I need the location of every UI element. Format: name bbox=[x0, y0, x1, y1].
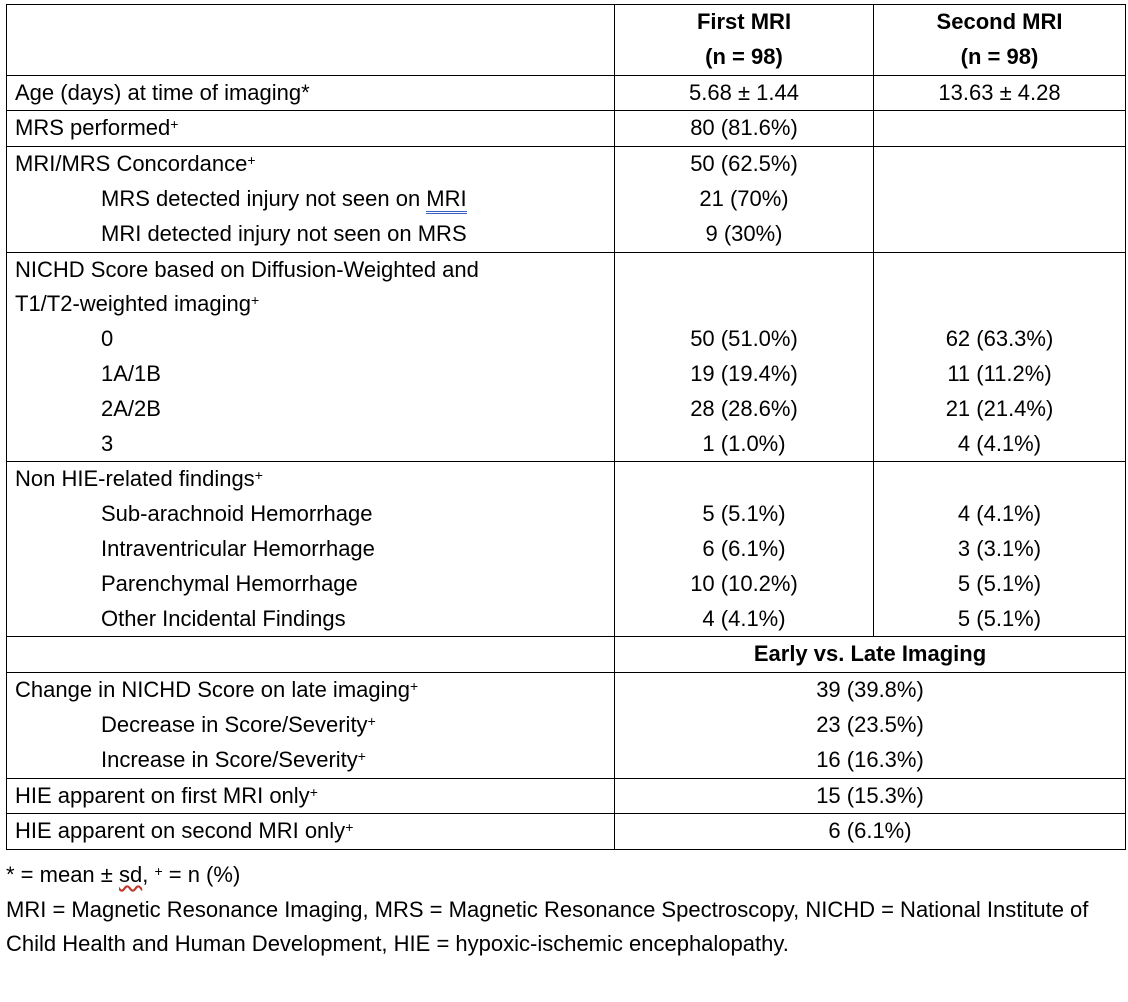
age-second: 13.63 ± 4.28 bbox=[874, 75, 1126, 111]
spellcheck-underline: MRI bbox=[426, 186, 466, 214]
footnote-legend: * = mean ± sd, + = n (%) bbox=[6, 862, 241, 887]
header-empty-cell bbox=[7, 5, 615, 76]
non-hie-first: 5 (5.1%) 6 (6.1%) 10 (10.2%) 4 (4.1%) bbox=[615, 462, 874, 637]
change-values: 39 (39.8%) 23 (23.5%) 16 (16.3%) bbox=[615, 673, 1126, 778]
table-row bbox=[7, 673, 1126, 778]
table-row bbox=[7, 111, 1126, 147]
age-first: 5.68 ± 1.44 bbox=[615, 75, 874, 111]
age-label: Age (days) at time of imaging* bbox=[7, 75, 615, 111]
mrs-performed-first: 80 (81.6%) bbox=[615, 111, 874, 147]
table-row bbox=[7, 462, 1126, 637]
non-hie-labels: Non HIE-related findings+ Sub-arachnoid Hemorrhage Intraventricular Hemorrhage Parenchymal Hemorrhage Other Incidental Findings bbox=[7, 462, 615, 637]
change-labels: Change in NICHD Score on late imaging+ Decrease in Score/Severity+ Increase in Score/Severity+ bbox=[7, 673, 615, 778]
table-row bbox=[7, 778, 1126, 814]
mrs-performed-label: MRS performed+ bbox=[7, 111, 615, 147]
results-table bbox=[6, 4, 1126, 850]
header-second-mri: Second MRI (n = 98) bbox=[874, 5, 1126, 76]
nichd-second: 62 (63.3%) 11 (11.2%) 21 (21.4%) 4 (4.1%) bbox=[874, 252, 1126, 462]
table-row bbox=[7, 75, 1126, 111]
footnotes bbox=[6, 858, 1116, 962]
hie-first-value: 15 (15.3%) bbox=[615, 778, 1126, 814]
table-row bbox=[7, 252, 1126, 462]
concordance-second bbox=[874, 147, 1126, 252]
hie-first-label: HIE apparent on first MRI only+ bbox=[7, 778, 615, 814]
nichd-first: 50 (51.0%) 19 (19.4%) 28 (28.6%) 1 (1.0%) bbox=[615, 252, 874, 462]
hie-second-value: 6 (6.1%) bbox=[615, 814, 1126, 850]
nichd-labels: NICHD Score based on Diffusion-Weighted and T1/T2-weighted imaging+ 0 1A/1B 2A/2B 3 bbox=[7, 252, 615, 462]
non-hie-second: 4 (4.1%) 3 (3.1%) 5 (5.1%) 5 (5.1%) bbox=[874, 462, 1126, 637]
concordance-first: 50 (62.5%) 21 (70%) 9 (30%) bbox=[615, 147, 874, 252]
early-late-header-row bbox=[7, 637, 1126, 673]
footnote-abbreviations: MRI = Magnetic Resonance Imaging, MRS = Magnetic Resonance Spectroscopy, NICHD = National Institute of Child Health and Human Development, HIE = hypoxic-ischemic encephalopathy. bbox=[6, 896, 1089, 956]
concordance-labels: MRI/MRS Concordance+ MRS detected injury not seen on MRI MRI detected injury not seen on MRS bbox=[7, 147, 615, 252]
mrs-performed-second bbox=[874, 111, 1126, 147]
spellcheck-underline: sd bbox=[118, 862, 143, 887]
hie-second-label: HIE apparent on second MRI only+ bbox=[7, 814, 615, 850]
header-row bbox=[7, 5, 1126, 76]
header-first-mri: First MRI (n = 98) bbox=[615, 5, 874, 76]
table-row bbox=[7, 147, 1126, 252]
table-row bbox=[7, 814, 1126, 850]
early-late-header: Early vs. Late Imaging bbox=[615, 637, 1126, 673]
